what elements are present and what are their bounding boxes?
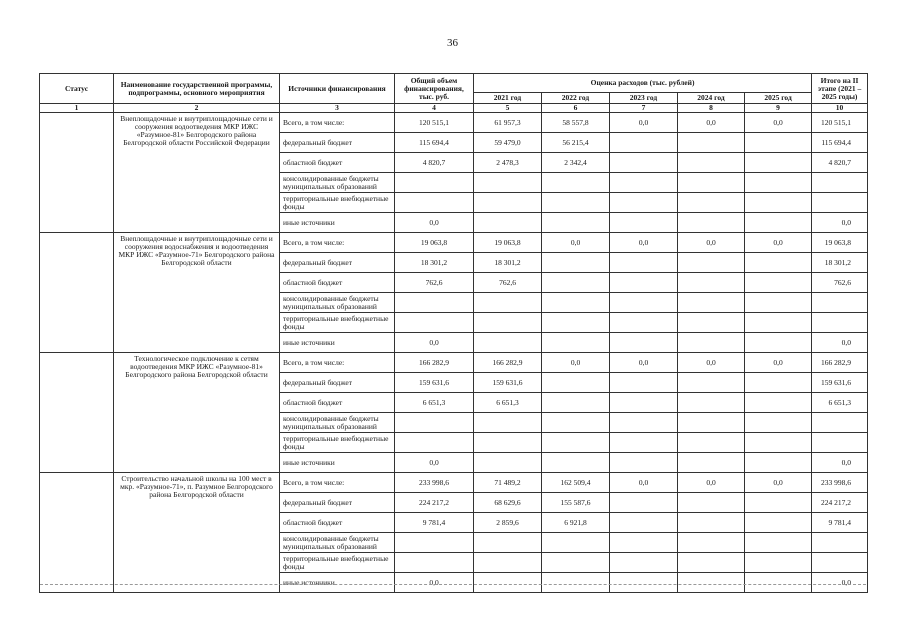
stage-total-cell: 0,0: [812, 213, 868, 233]
stage-total-cell: [812, 293, 868, 313]
year-value-cell: [474, 433, 542, 453]
year-value-cell: 6 921,8: [542, 513, 610, 533]
total-cell: 224 217,2: [395, 493, 474, 513]
stage-total-cell: 115 694,4: [812, 133, 868, 153]
year-value-cell: [678, 453, 745, 473]
year-value-cell: [745, 533, 812, 553]
event-name-cell: Строительство начальной школы на 100 мест в мкр. «Разумное-71», п. Разумное Белгородского района Белгородской области: [114, 473, 280, 593]
status-cell: [40, 113, 114, 233]
header-total: Общий объем финансирования, тыс. руб.: [395, 74, 474, 104]
year-value-cell: [610, 293, 678, 313]
column-number: 9: [745, 104, 812, 113]
year-value-cell: 0,0: [542, 233, 610, 253]
total-cell: 4 820,7: [395, 153, 474, 173]
stage-total-cell: 9 781,4: [812, 513, 868, 533]
year-value-cell: [678, 213, 745, 233]
column-number: 10: [812, 104, 868, 113]
total-cell: 9 781,4: [395, 513, 474, 533]
year-value-cell: [745, 253, 812, 273]
year-value-cell: [678, 393, 745, 413]
year-value-cell: 56 215,4: [542, 133, 610, 153]
year-value-cell: 2 859,6: [474, 513, 542, 533]
year-value-cell: 58 557,8: [542, 113, 610, 133]
year-value-cell: [542, 333, 610, 353]
year-value-cell: [610, 513, 678, 533]
year-value-cell: 0,0: [678, 473, 745, 493]
stage-total-cell: 166 282,9: [812, 353, 868, 373]
total-cell: 762,6: [395, 273, 474, 293]
year-value-cell: 59 479,0: [474, 133, 542, 153]
year-value-cell: 162 509,4: [542, 473, 610, 493]
header-year: 2023 год: [610, 93, 678, 104]
stage-total-cell: 0,0: [812, 453, 868, 473]
page-bottom-divider: [40, 584, 866, 585]
year-value-cell: [678, 253, 745, 273]
year-value-cell: [542, 273, 610, 293]
stage-total-cell: 0,0: [812, 573, 868, 593]
year-value-cell: [610, 453, 678, 473]
year-value-cell: [678, 373, 745, 393]
column-number: 5: [474, 104, 542, 113]
year-value-cell: 0,0: [678, 113, 745, 133]
stage-total-cell: 18 301,2: [812, 253, 868, 273]
year-value-cell: [678, 293, 745, 313]
total-cell: 19 063,8: [395, 233, 474, 253]
table-body: [40, 113, 868, 593]
stage-total-cell: [812, 413, 868, 433]
total-cell: 6 651,3: [395, 393, 474, 413]
funding-source-cell: консолидированные бюджеты муниципальных образований: [280, 533, 395, 553]
year-value-cell: [610, 493, 678, 513]
year-value-cell: [610, 273, 678, 293]
funding-source-cell: областной бюджет: [280, 273, 395, 293]
header-status: Статус: [40, 74, 114, 104]
year-value-cell: [678, 193, 745, 213]
year-value-cell: 762,6: [474, 273, 542, 293]
year-value-cell: 0,0: [610, 233, 678, 253]
total-cell: 0,0: [395, 453, 474, 473]
total-cell: [395, 413, 474, 433]
total-cell: [395, 553, 474, 573]
stage-total-cell: [812, 533, 868, 553]
table-row: [40, 233, 868, 253]
year-value-cell: [542, 253, 610, 273]
column-number: 1: [40, 104, 114, 113]
year-value-cell: [610, 173, 678, 193]
year-value-cell: [610, 533, 678, 553]
total-cell: 120 515,1: [395, 113, 474, 133]
total-cell: [395, 173, 474, 193]
page-number: 36: [447, 37, 458, 49]
stage-total-cell: [812, 173, 868, 193]
year-value-cell: 6 651,3: [474, 393, 542, 413]
year-value-cell: [542, 553, 610, 573]
column-number: 8: [678, 104, 745, 113]
funding-source-cell: федеральный бюджет: [280, 493, 395, 513]
funding-source-cell: консолидированные бюджеты муниципальных образований: [280, 293, 395, 313]
year-value-cell: [745, 133, 812, 153]
year-value-cell: [610, 313, 678, 333]
year-value-cell: 2 342,4: [542, 153, 610, 173]
year-value-cell: [542, 393, 610, 413]
year-value-cell: 18 301,2: [474, 253, 542, 273]
total-cell: [395, 193, 474, 213]
year-value-cell: 0,0: [610, 113, 678, 133]
stage-total-cell: 120 515,1: [812, 113, 868, 133]
funding-source-cell: консолидированные бюджеты муниципальных образований: [280, 413, 395, 433]
stage-total-cell: 4 820,7: [812, 153, 868, 173]
status-cell: [40, 233, 114, 353]
event-name-cell: Технологическое подключение к сетям водоотведения МКР ИЖС «Разумное-81» Белгородского района Белгородской области: [114, 353, 280, 473]
year-value-cell: [542, 573, 610, 593]
year-value-cell: [745, 213, 812, 233]
stage-total-cell: [812, 313, 868, 333]
year-value-cell: 0,0: [610, 353, 678, 373]
year-value-cell: [745, 393, 812, 413]
year-value-cell: [745, 413, 812, 433]
funding-source-cell: Всего, в том числе:: [280, 353, 395, 373]
budget-table: [39, 73, 868, 593]
column-number: 7: [610, 104, 678, 113]
column-number: 2: [114, 104, 280, 113]
year-value-cell: [678, 313, 745, 333]
year-value-cell: [745, 493, 812, 513]
status-cell: [40, 353, 114, 473]
header-year: 2024 год: [678, 93, 745, 104]
total-cell: 18 301,2: [395, 253, 474, 273]
year-value-cell: [542, 373, 610, 393]
year-value-cell: 0,0: [542, 353, 610, 373]
funding-source-cell: иные источники: [280, 213, 395, 233]
year-value-cell: [610, 393, 678, 413]
year-value-cell: [610, 253, 678, 273]
year-value-cell: [610, 433, 678, 453]
year-value-cell: 0,0: [745, 233, 812, 253]
year-value-cell: 61 957,3: [474, 113, 542, 133]
year-value-cell: [542, 293, 610, 313]
year-value-cell: 155 587,6: [542, 493, 610, 513]
year-value-cell: [745, 273, 812, 293]
total-cell: 0,0: [395, 213, 474, 233]
header-year: 2025 год: [745, 93, 812, 104]
year-value-cell: [610, 573, 678, 593]
year-value-cell: 68 629,6: [474, 493, 542, 513]
year-value-cell: [678, 153, 745, 173]
stage-total-cell: [812, 433, 868, 453]
table-row: [40, 113, 868, 133]
year-value-cell: [610, 553, 678, 573]
year-value-cell: [474, 533, 542, 553]
year-value-cell: [610, 133, 678, 153]
year-value-cell: 71 489,2: [474, 473, 542, 493]
year-value-cell: [745, 173, 812, 193]
funding-source-cell: территориальные внебюджетные фонды: [280, 313, 395, 333]
year-value-cell: [474, 573, 542, 593]
year-value-cell: [678, 533, 745, 553]
year-value-cell: [745, 453, 812, 473]
year-value-cell: 0,0: [745, 113, 812, 133]
stage-total-cell: 6 651,3: [812, 393, 868, 413]
total-cell: [395, 533, 474, 553]
stage-total-cell: 19 063,8: [812, 233, 868, 253]
header-name: Наименование государственной программы, подпрограммы, основного мероприятия: [114, 74, 280, 104]
total-cell: [395, 433, 474, 453]
year-value-cell: [678, 553, 745, 573]
stage-total-cell: [812, 193, 868, 213]
status-cell: [40, 473, 114, 593]
year-value-cell: [745, 513, 812, 533]
stage-total-cell: [812, 553, 868, 573]
header-year: 2022 год: [542, 93, 610, 104]
year-value-cell: 159 631,6: [474, 373, 542, 393]
year-value-cell: [474, 293, 542, 313]
year-value-cell: 2 478,3: [474, 153, 542, 173]
header-sources: Источники финансирования: [280, 74, 395, 104]
year-value-cell: [610, 413, 678, 433]
year-value-cell: 0,0: [745, 473, 812, 493]
year-value-cell: [542, 313, 610, 333]
total-cell: 159 631,6: [395, 373, 474, 393]
column-number: 4: [395, 104, 474, 113]
year-value-cell: [678, 433, 745, 453]
year-value-cell: [542, 453, 610, 473]
funding-source-cell: Всего, в том числе:: [280, 233, 395, 253]
year-value-cell: [678, 333, 745, 353]
event-name-cell: Внеплощадочные и внутриплощадочные сети и сооружения водоотведения МКР ИЖС «Разумное-81» Белгородского района Белгородской области Российской Федерации: [114, 113, 280, 233]
year-value-cell: [474, 413, 542, 433]
year-value-cell: [745, 193, 812, 213]
year-value-cell: [678, 173, 745, 193]
year-value-cell: [542, 533, 610, 553]
year-value-cell: [542, 413, 610, 433]
total-cell: 0,0: [395, 573, 474, 593]
funding-source-cell: иные источники: [280, 453, 395, 473]
year-value-cell: [474, 553, 542, 573]
year-value-cell: 0,0: [745, 353, 812, 373]
funding-source-cell: областной бюджет: [280, 393, 395, 413]
total-cell: [395, 313, 474, 333]
year-value-cell: [745, 313, 812, 333]
year-value-cell: [474, 213, 542, 233]
header-stage-total: Итого на II этапе (2021 – 2025 годы): [812, 74, 868, 104]
funding-source-cell: Всего, в том числе:: [280, 473, 395, 493]
event-name-cell: Внеплощадочные и внутриплощадочные сети и сооружения водоснабжения и водоотведения МКР ИЖС «Разумное-71» Белгородского района Белгородской области: [114, 233, 280, 353]
total-cell: [395, 293, 474, 313]
year-value-cell: [542, 213, 610, 233]
total-cell: 233 998,6: [395, 473, 474, 493]
year-value-cell: [745, 333, 812, 353]
funding-source-cell: федеральный бюджет: [280, 253, 395, 273]
year-value-cell: [542, 193, 610, 213]
year-value-cell: [745, 293, 812, 313]
year-value-cell: [745, 153, 812, 173]
year-value-cell: [474, 453, 542, 473]
column-number: 6: [542, 104, 610, 113]
year-value-cell: [610, 213, 678, 233]
header-year: 2021 год: [474, 93, 542, 104]
year-value-cell: [678, 413, 745, 433]
funding-source-cell: территориальные внебюджетные фонды: [280, 553, 395, 573]
year-value-cell: 0,0: [610, 473, 678, 493]
year-value-cell: 166 282,9: [474, 353, 542, 373]
year-value-cell: [678, 573, 745, 593]
year-value-cell: [678, 493, 745, 513]
funding-source-cell: областной бюджет: [280, 153, 395, 173]
stage-total-cell: 233 998,6: [812, 473, 868, 493]
stage-total-cell: 762,6: [812, 273, 868, 293]
funding-source-cell: областной бюджет: [280, 513, 395, 533]
stage-total-cell: 224 217,2: [812, 493, 868, 513]
total-cell: 115 694,4: [395, 133, 474, 153]
year-value-cell: 19 063,8: [474, 233, 542, 253]
year-value-cell: [542, 173, 610, 193]
funding-source-cell: консолидированные бюджеты муниципальных образований: [280, 173, 395, 193]
year-value-cell: [474, 333, 542, 353]
year-value-cell: [542, 433, 610, 453]
year-value-cell: [474, 173, 542, 193]
funding-source-cell: федеральный бюджет: [280, 133, 395, 153]
column-numbers-row: [40, 104, 868, 113]
funding-source-cell: территориальные внебюджетные фонды: [280, 433, 395, 453]
column-number: 3: [280, 104, 395, 113]
year-value-cell: [610, 153, 678, 173]
year-value-cell: [678, 273, 745, 293]
stage-total-cell: 159 631,6: [812, 373, 868, 393]
year-value-cell: 0,0: [678, 233, 745, 253]
year-value-cell: [745, 553, 812, 573]
funding-source-cell: Всего, в том числе:: [280, 113, 395, 133]
year-value-cell: [678, 513, 745, 533]
funding-source-cell: иные источники: [280, 333, 395, 353]
year-value-cell: [745, 433, 812, 453]
year-value-cell: 0,0: [678, 353, 745, 373]
funding-source-cell: федеральный бюджет: [280, 373, 395, 393]
table-row: [40, 473, 868, 493]
year-value-cell: [745, 573, 812, 593]
year-value-cell: [678, 133, 745, 153]
total-cell: 166 282,9: [395, 353, 474, 373]
year-value-cell: [610, 333, 678, 353]
funding-source-cell: иные источники: [280, 573, 395, 593]
year-value-cell: [610, 193, 678, 213]
table-row: [40, 353, 868, 373]
year-value-cell: [474, 313, 542, 333]
year-value-cell: [474, 193, 542, 213]
total-cell: 0,0: [395, 333, 474, 353]
year-value-cell: [745, 373, 812, 393]
funding-source-cell: территориальные внебюджетные фонды: [280, 193, 395, 213]
year-value-cell: [610, 373, 678, 393]
header-estimate: Оценка расходов (тыс. рублей): [474, 74, 812, 93]
stage-total-cell: 0,0: [812, 333, 868, 353]
